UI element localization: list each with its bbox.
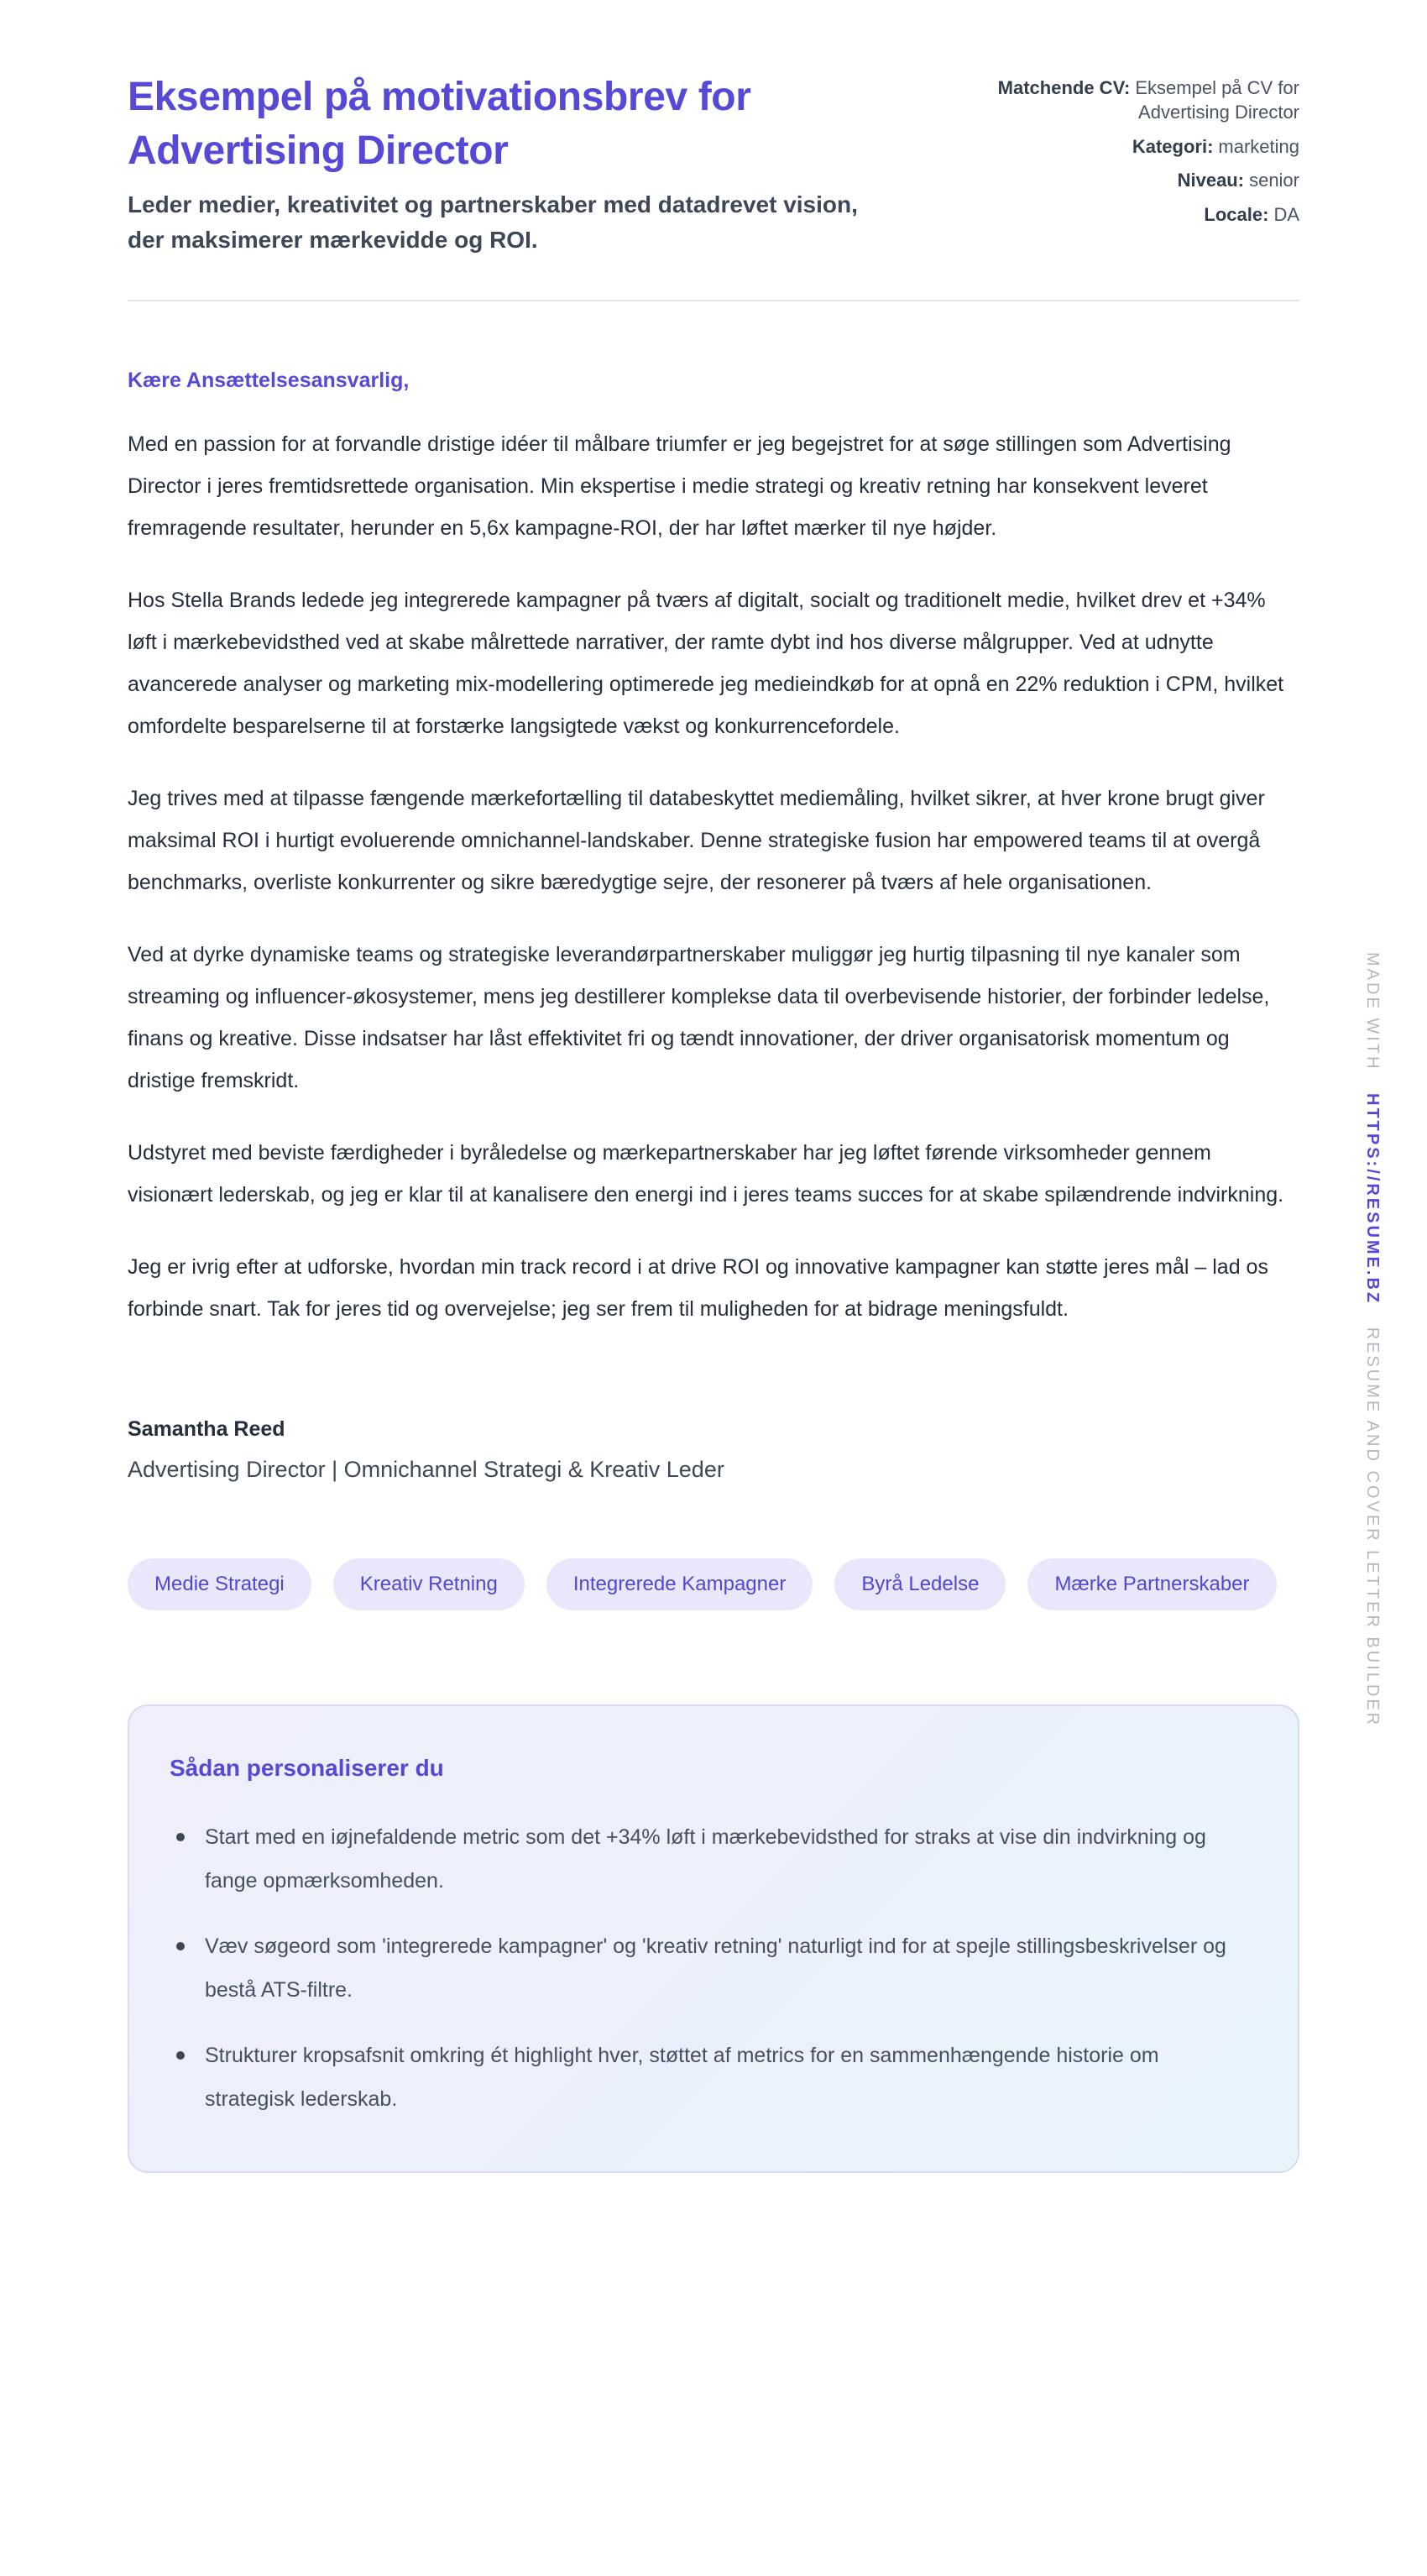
tips-heading: Sådan personaliserer du — [170, 1754, 444, 1781]
header-divider — [128, 300, 1299, 301]
meta-row-category — [937, 134, 1299, 159]
meta-value: marketing — [1218, 135, 1299, 157]
tag-pill-byra-ledelse: Byrå Ledelse — [834, 1558, 1006, 1610]
tag-pill-integrerede-kampagner: Integrerede Kampagner — [546, 1558, 813, 1610]
tip-text: Start med en iøjnefaldende metric som det +34% løft i mærkebevidsthed for straks at vise din indvirkning og fange opmærksomheden. — [205, 1825, 1206, 1893]
meta-label: Niveau: — [1177, 170, 1245, 191]
tip-text: Strukturer kropsafsnit omkring ét highlight hver, støttet af metrics for en sammenhængende historie om strategisk lederskab. — [205, 2043, 1159, 2111]
meta-row-level — [937, 168, 1299, 192]
personalization-tips-card — [128, 1704, 1299, 2173]
meta-row-matching-cv — [937, 76, 1299, 125]
tip-item — [176, 1924, 1251, 2012]
letter-paragraph: Jeg trives med at tilpasse fængende mærkefortælling til databeskyttet mediemåling, hvilket sikrer, at hver krone brugt giver maksimal ROI i hurtigt evoluerende omnichannel-landskaber. Denne strategiske fusion har empowered teams til at overgå benchmarks, overliste konkurrenter og sikre bæredygtige sejre, der resonerer på tværs af hele organisationen. — [128, 786, 1265, 894]
tag-pill-medie-strategi: Medie Strategi — [128, 1558, 311, 1610]
header — [128, 71, 1299, 258]
letter-paragraph: Hos Stella Brands ledede jeg integrerede kampagner på tværs af digitalt, socialt og traditionelt medie, hvilket drev et +34% løft i mærkebevidsthed ved at skabe målrettede narrativer, der ramte dybt ind hos diverse målgrupper. Ved at udnytte avancerede analyser og marketing mix-modellering optimerede jeg medieindkøb for at opnå en 22% reduktion i CPM, hvilket omfordelte besparelserne til at forstærke langsigtede vækst og konkurrencefordele. — [128, 588, 1284, 738]
bullet-dot — [176, 1833, 185, 1841]
meta-label: Kategori: — [1132, 135, 1214, 157]
matching-cv-link[interactable]: Eksempel på CV for Advertising Director — [1135, 77, 1299, 123]
letter-paragraph: Med en passion for at forvandle dristige idéer til målbare triumfer er jeg begejstret for at søge stillingen som Advertising Director i jeres fremtidsrettede organisation. Min ekspertise i medie strategi og kreativ retning har konsekvent leveret fremragende resultater, herunder en 5,6x kampagne-ROI, der har løftet mærker til nye højder. — [128, 432, 1231, 540]
letter-paragraph: Udstyret med beviste færdigheder i byråledelse og mærkepartnerskaber har jeg løftet førende virksomheder gennem visionært lederskab, og jeg er klar til at kanalisere den energi ind i jeres teams succes for at skabe spilændrende indvirkning. — [128, 1140, 1284, 1207]
resume-bz-link[interactable]: HTTPS://RESUME.BZ — [1363, 1093, 1382, 1306]
tip-item — [176, 1815, 1251, 1903]
meta-row-locale — [937, 202, 1299, 227]
meta-value: DA — [1273, 203, 1299, 225]
page-title: Eksempel på motivationsbrev for Advertising Director — [128, 75, 751, 174]
watermark-builder-text: RESUME AND COVER LETTER BUILDER — [1363, 1327, 1382, 1728]
watermark-made-with: MADE WITH — [1363, 952, 1382, 1071]
tips-list — [170, 1815, 1251, 2121]
tag-pill-maerke-partnerskaber: Mærke Partnerskaber — [1027, 1558, 1276, 1610]
bullet-dot — [176, 1942, 185, 1950]
meta-label: Matchende CV: — [997, 77, 1131, 98]
tag-list — [128, 1558, 1299, 1610]
signature-role: Advertising Director | Omnichannel Strategi & Kreativ Leder — [128, 1456, 724, 1482]
meta-value: senior — [1249, 170, 1299, 191]
tip-text: Væv søgeord som 'integrerede kampagner' og 'kreativ retning' naturligt ind for at spejle stillingsbeskrivelser og bestå ATS-filtre. — [205, 1934, 1226, 2002]
side-watermark — [1362, 952, 1382, 1727]
title-block — [128, 71, 917, 258]
letter-paragraph: Jeg er ivrig efter at udforske, hvordan min track record i at drive ROI og innovative kampagner kan støtte jeres mål – lad os forbinde snart. Tak for jeres tid og overvejelse; jeg ser frem til muligheden for at bidrage meningsfuldt. — [128, 1254, 1268, 1321]
letter-paragraph: Ved at dyrke dynamiske teams og strategiske leverandørpartnerskaber muliggør jeg hurtig tilpasning til nye kanaler som streaming og influencer-økosystemer, mens jeg destillerer komplekse data til overbevisende historier, der forbinder ledelse, finans og kreative. Disse indsatser har låst effektivitet fri og tændt innovationer, der driver organisatorisk momentum og dristige fremskridt. — [128, 942, 1270, 1092]
page-subtitle: Leder medier, kreativitet og partnerskaber med datadrevet vision, der maksimerer mærkevidde og ROI. — [128, 191, 858, 253]
bullet-dot — [176, 2051, 185, 2060]
tag-pill-kreativ-retning: Kreativ Retning — [333, 1558, 525, 1610]
meta-label: Locale: — [1204, 203, 1269, 225]
letter-greeting: Kære Ansættelsesansvarlig, — [128, 368, 410, 392]
signature-name: Samantha Reed — [128, 1416, 285, 1441]
tip-item — [176, 2034, 1251, 2121]
meta-panel — [937, 71, 1299, 236]
